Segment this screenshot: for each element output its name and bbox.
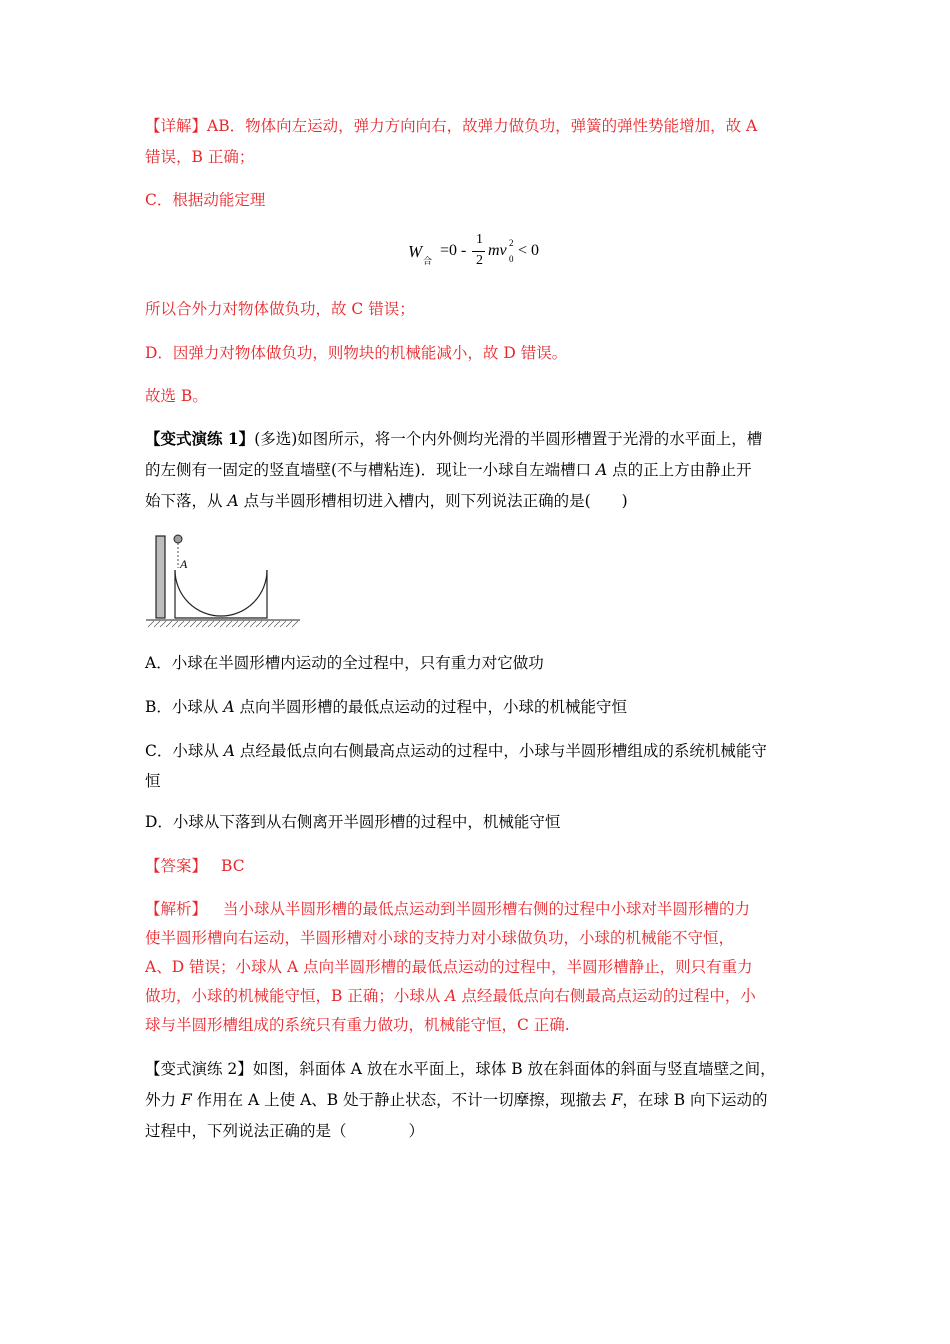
detail-line-4: 所以合外力对物体做负功，故 C 错误； [145,300,415,318]
ball [174,535,182,543]
variant2-question-line-1 [145,1058,776,1080]
variant2-question-line-2 [145,1089,768,1111]
figure-label-a: A [180,557,188,571]
semicircle-groove-figure [142,532,304,632]
option-c-prefix: C．小球从 [145,742,224,760]
analysis-point-a: A [445,987,457,1005]
detail-line-6: 故选 B。 [145,387,208,405]
option-b-prefix: B．小球从 [145,698,224,716]
variant2-q2c: ，在球 B 向下运动的 [622,1091,768,1109]
formula-mv: mv [488,242,507,259]
formula-denominator: 2 [476,253,483,268]
formula-fraction-bar [472,251,485,252]
detail-line-5: D．因弹力对物体做负功，则物块的机械能减小，故 D 错误。 [145,344,568,362]
variant1-q3b: 点与半圆形槽相切进入槽内，则下列说法正确的是( ) [238,492,628,510]
variant2-tag: 【变式演练 2】 [145,1060,253,1078]
option-c-point-a: A [223,742,235,760]
analysis-line-1 [145,898,750,920]
variant1-option-d: D．小球从下落到从右侧离开半圆形槽的过程中，机械能守恒 [145,813,561,831]
formula-lt0: < 0 [518,242,540,259]
ground-hatching [148,621,298,627]
analysis-text-4a: 做功，小球的机械能守恒，B 正确；小球从 [145,987,446,1005]
variant2-question-line-3: 过程中，下列说法正确的是（ ） [145,1122,425,1140]
formula-w: W [408,242,423,261]
kinetic-energy-formula [408,232,588,278]
analysis-tag: 【解析】 [145,900,208,918]
answer-tag: 【答案】 [145,857,208,875]
variant2-q2a: 外力 [145,1091,181,1109]
option-c-text: 点经最低点向右侧最高点运动的过程中，小球与半圆形槽组成的系统机械能守 [235,742,767,760]
detail-line-1: 【详解】AB．物体向左运动，弹力方向向右，故弹力做负功，弹簧的弹性势能增加，故 A [145,117,758,135]
variant1-q2-tail: 点的正上方由静止开 [607,461,752,479]
formula-sub-he: 合 [423,256,433,266]
variant1-answer [145,855,245,877]
variant1-q2-point-a: A [596,461,608,479]
variant1-q3a: 始下落，从 [145,492,228,510]
variant1-question-line-3 [145,490,628,512]
variant1-q2: 的左侧有一固定的竖直墙壁(不与槽粘连)．现让一小球自左端槽口 [145,461,597,479]
variant1-option-c-cont: 恒 [145,772,161,790]
variant1-tag: 【变式演练 1】 [145,429,255,448]
groove-arc [175,570,267,616]
groove-body [175,570,267,618]
option-b-point-a: A [223,698,235,716]
variant1-q3-point-a: A [227,492,239,510]
variant1-question-line-1 [145,428,762,450]
variant2-force-f-2: F [611,1091,623,1109]
variant1-question-line-2 [145,459,752,481]
formula-sub-0: 0 [509,254,514,264]
variant2-q1: 如图，斜面体 A 放在水平面上，球体 B 放在斜面体的斜面与竖直墙壁之间， [252,1060,776,1078]
variant1-option-c [145,740,767,762]
answer-value: BC [221,857,245,875]
analysis-line-2: 使半圆形槽向右运动，半圆形槽对小球的支持力对小球做负功，小球的机械能不守恒， [145,929,735,947]
formula-numerator: 1 [476,232,483,247]
variant1-q1: (多选)如图所示，将一个内外侧均光滑的半圆形槽置于光滑的水平面上，槽 [254,430,763,448]
detail-line-2: 错误，B 正确； [145,148,255,166]
analysis-line-4 [145,985,756,1007]
analysis-text-1: 当小球从半圆形槽的最低点运动到半圆形槽右侧的过程中小球对半圆形槽的力 [223,900,751,918]
option-b-text: 点向半圆形槽的最低点运动的过程中，小球的机械能守恒 [234,698,627,716]
variant1-option-b [145,696,627,718]
wall [156,536,165,618]
analysis-text-4b: 点经最低点向右侧最高点运动的过程中，小 [456,987,756,1005]
variant2-force-f: F [180,1091,192,1109]
formula-eq: =0 - [440,242,467,259]
variant1-option-a: A．小球在半圆形槽内运动的全过程中，只有重力对它做功 [145,654,544,672]
detail-line-3: C．根据动能定理 [145,191,266,209]
variant2-q2b: 作用在 A 上使 A、B 处于静止状态，不计一切摩擦，现撤去 [191,1091,612,1109]
analysis-line-3: A、D 错误；小球从 A 点向半圆形槽的最低点运动的过程中，半圆形槽静止，则只有重力 [145,958,753,976]
analysis-line-5: 球与半圆形槽组成的系统只有重力做功，机械能守恒，C 正确. [145,1016,570,1034]
formula-sup: 2 [509,238,514,248]
